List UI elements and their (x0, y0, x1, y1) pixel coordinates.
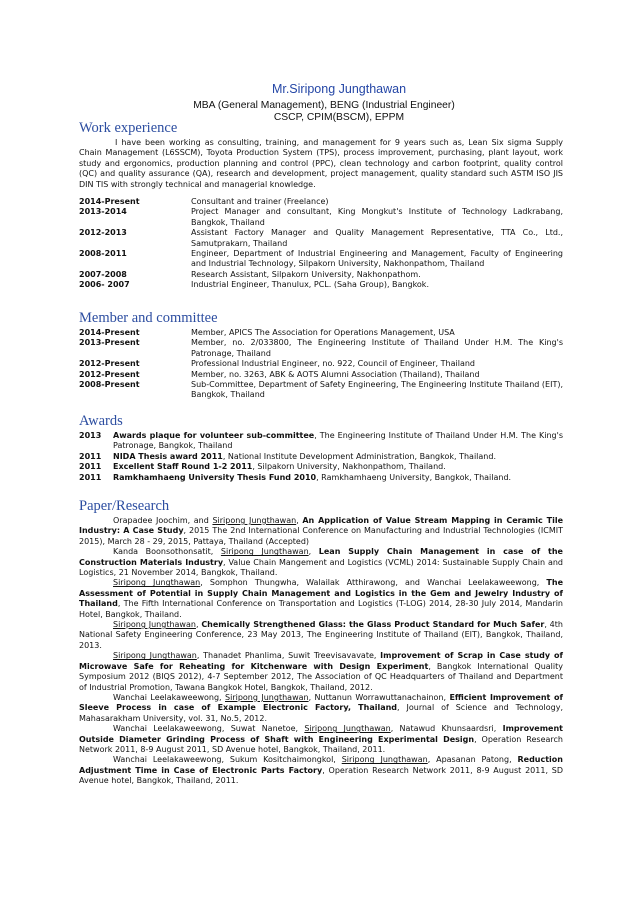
work-text: Project Manager and consultant, King Mongkut's Institute of Technology Ladkrabang, Bangkok, Thailand (191, 207, 563, 227)
paper-author: Siripong Jungthawan (113, 651, 197, 661)
work-item (79, 249, 563, 270)
award-title: Awards plaque for volunteer sub-committee (113, 431, 315, 440)
paper-item (79, 516, 563, 547)
award-item (79, 473, 563, 483)
work-text: Research Assistant, Silpakorn University, Nakhonpathom. (191, 269, 421, 279)
paper-coauthors-after: , (308, 547, 319, 557)
member-year: 2014-Present (79, 328, 140, 337)
member-text: Member, no. 2/033800, The Engineering Institute of Thailand Under H.M. The King's Patronage, Thailand (191, 338, 563, 358)
award-item (79, 431, 563, 452)
papers-heading: Paper/Research (79, 498, 170, 514)
paper-venue: , 4th National Safety Engineering Conference, 23 May 2013, The Engineering Institute of Thailand (EIT), Bangkok, Thailand, 2013. (79, 620, 563, 650)
paper-venue: , Bangkok International Quality Symposium 2012 (BIQS 2012), 4-7 September 2012, The Association of QC Headquarters of Thailand and Department of Industrial Promotion, Tawana Bangkok Hotel, Bangkok, Thailand, 2012. (79, 661, 563, 692)
award-year: 2011 (79, 472, 102, 482)
work-summary: I have been working as consulting, training, and management for 9 years such as, Lean Six sigma Supply Chain Management (L6SSCM), Toyota Production System (TPS), process improvement, purchasing, plant layout, work study and ergonomics, production planning and control (PPC), clean technology and carbon footprint, quality control (QC) and quality assurance (QA), research and development, project management, quality standard such ASTM ISO JIS DIN TIS with strongly technical and managerial knowledge. (79, 138, 563, 189)
work-experience-section (79, 120, 563, 291)
award-detail: , Ramkhamhaeng University, Bangkok, Thailand. (316, 472, 512, 482)
paper-author: Siripong Jungthawan (220, 547, 309, 557)
work-year: 2008-2011 (79, 249, 127, 259)
paper-author: Siripong Jungthawan (225, 692, 309, 702)
award-year: 2011 (79, 451, 102, 461)
paper-item (79, 620, 563, 651)
member-text: Member, APICS The Association for Operations Management, USA (191, 328, 455, 337)
award-year: 2013 (79, 431, 102, 440)
award-item (79, 462, 563, 472)
member-text: Professional Industrial Engineer, no. 922, Council of Engineer, Thailand (191, 359, 475, 369)
awards-section (79, 413, 563, 483)
paper-coauthors: Wanchai Leelakaweewong, (113, 692, 226, 702)
work-item (79, 197, 563, 207)
work-experience-heading: Work experience (79, 120, 178, 136)
member-heading: Member and committee (79, 310, 218, 326)
award-detail: , Silpakorn University, Nakhonpathom, Thailand. (252, 462, 446, 472)
member-item (79, 359, 563, 369)
paper-item (79, 578, 563, 620)
paper-title: Lean Supply Chain Management in case of the Construction Materials Industry (79, 547, 563, 567)
member-text: Member, no. 3263, ABK & AOTS Alumni Association (Thailand), Thailand (191, 369, 480, 379)
paper-coauthors-after: , Somphon Thungwha, Walailak Atthirawong, and Wanchai Leelakaweewong, (200, 578, 547, 588)
paper-coauthors-after: , Nuttanun Worrawuttanachainon, (308, 692, 450, 702)
paper-title: The Assessment of Potential in Supply Chain Management and Logistics in the Gem and Jewelry Industry of Thailand (79, 578, 563, 609)
paper-author: Siripong Jungthawan (341, 755, 428, 765)
paper-author: Siripong Jungthawan (113, 620, 196, 630)
person-name: Mr.Siripong Jungthawan (271, 82, 407, 96)
paper-coauthors-after: , (195, 620, 202, 630)
member-year: 2008-Present (79, 380, 140, 390)
work-item (79, 270, 563, 280)
member-item (79, 380, 563, 401)
paper-venue: , The Fifth International Conference on Transportation and Logistics (T-LOG) 2014, 28-30 July 2014, Mandarin Hotel, Bangkok, Thailand. (79, 599, 563, 619)
paper-title: Reduction Adjustment Time in Case of Electronic Parts Factory (79, 755, 563, 775)
paper-author: Siripong Jungthawan (304, 724, 391, 734)
award-title: Ramkhamhaeng University Thesis Fund 2010 (113, 472, 317, 482)
work-year: 2006- 2007 (79, 280, 130, 290)
paper-venue: , Operation Research Network 2011, 8-9 August 2011, SD Avenue hotel, Bangkok, Thailand, 2011. (79, 765, 563, 786)
paper-title: Improvement Outside Diameter Grinding Process of Shaft with Engineering Experimental Design (79, 724, 563, 744)
work-text: Industrial Engineer, Thanulux, PCL. (Saha Group), Bangkok. (191, 280, 429, 290)
credentials-line-1: MBA (General Management), BENG (Industrial Engineer) (193, 100, 455, 111)
paper-title: Efficient Improvement of Sleeve Process in case of Example Electronic Factory, Thailand (79, 692, 563, 713)
member-item (79, 338, 563, 359)
member-item (79, 370, 563, 380)
work-year: 2013-2014 (79, 207, 127, 217)
paper-author: Siripong Jungthawan (212, 516, 297, 525)
member-year: 2012-Present (79, 359, 140, 369)
awards-heading: Awards (79, 413, 123, 429)
award-item (79, 452, 563, 462)
paper-item (79, 693, 563, 724)
work-year: 2012-2013 (79, 228, 127, 238)
award-detail: , National Institute Development Administration, Bangkok, Thailand. (222, 451, 496, 461)
award-year: 2011 (79, 462, 102, 472)
papers-section (79, 498, 563, 787)
member-year: 2013-Present (79, 338, 140, 348)
paper-coauthors: Wanchai Leelakaweewong, Suwat Nanetoe, (113, 724, 305, 734)
work-year: 2014-Present (79, 197, 140, 207)
paper-coauthors: Orapadee Joochim, and (113, 516, 213, 525)
paper-venue: , Journal of Science and Technology, Mahasarakham University, vol. 31, No.5, 2012. (79, 703, 563, 723)
member-section (79, 310, 563, 401)
paper-venue: , 2015 The 2nd International Conference on Manufacturing and Industrial Technologies (ICMIT 2015), March 28 - 29, 2015, Pattaya, Thailand (Accepted) (79, 526, 563, 546)
work-item (79, 207, 563, 228)
credentials-line-2: CSCP, CPIM(BSCM), EPPM (273, 112, 405, 123)
member-year: 2012-Present (79, 369, 140, 379)
member-item (79, 328, 563, 338)
work-text: Assistant Factory Manager and Quality Management Representative, TTA Co., Ltd., Samutprakarn, Thailand (191, 228, 563, 248)
work-item (79, 228, 563, 249)
paper-coauthors-after: , (296, 516, 303, 525)
work-text: Engineer, Department of Industrial Engineering and Management, Faculty of Engineering and Industrial Technology, Silpakorn University, Nakhonpathom, Thailand (191, 249, 563, 269)
paper-author: Siripong Jungthawan (113, 578, 201, 588)
paper-venue: , Operation Research Network 2011, 8-9 August 2011, SD Avenue hotel, Bangkok, Thailand, 2011. (79, 734, 563, 754)
paper-title: An Application of Value Stream Mapping in Ceramic Tile Industry: A Case Study (79, 516, 563, 536)
member-text: Sub-Committee, Department of Safety Engineering, The Engineering Institute Thailand (EIT), Bangkok, Thailand (191, 380, 563, 400)
paper-item (79, 547, 563, 578)
award-detail: , The Engineering Institute of Thailand Under H.M. The King's Patronage, Bangkok, Thailand (113, 431, 563, 451)
work-year: 2007-2008 (79, 269, 127, 279)
paper-title: Chemically Strengthened Glass: the Glass Product Standard for Much Safer (201, 620, 545, 630)
paper-coauthors: Kanda Boonsothonsatit, (113, 547, 221, 557)
award-title: NIDA Thesis award 2011 (113, 451, 223, 461)
paper-item (79, 651, 563, 693)
work-item (79, 280, 563, 290)
paper-item (79, 755, 563, 786)
paper-item (79, 724, 563, 755)
paper-coauthors: Wanchai Leelakaweewong, Sukum Kositchaimongkol, (113, 755, 342, 765)
paper-coauthors-after: , Natawud Khunsaardsri, (390, 724, 503, 734)
work-text: Consultant and trainer (Freelance) (191, 197, 329, 207)
paper-coauthors-after: , Thanadet Phanlima, Suwit Treevisavavate, (196, 651, 381, 661)
award-title: Excellent Staff Round 1-2 2011 (113, 462, 253, 472)
paper-coauthors-after: , Apasanan Patong, (427, 755, 518, 765)
paper-title: Improvement of Scrap in Case study of Microwave Safe for Reheating for Kitchenware with Design Experiment (79, 651, 563, 671)
paper-venue: , Value Chain Mangement and Logistics (VCML) 2014: Sustainable Supply Chain and Logistics, 21 November 2014, Bangkok, Thailand. (79, 557, 563, 578)
resume-header (0, 82, 638, 124)
